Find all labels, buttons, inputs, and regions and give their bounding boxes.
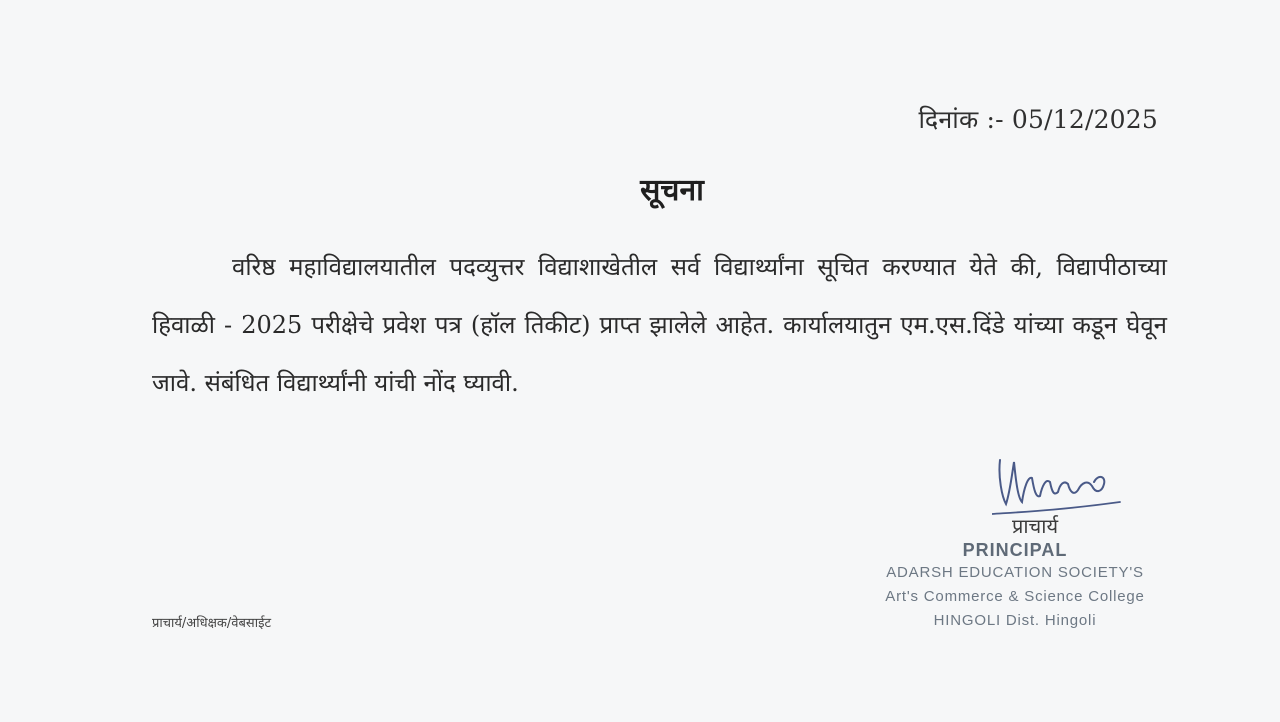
stamp-principal: PRINCIPAL [962,540,1068,560]
notice-date: दिनांक :- 05/12/2025 [918,105,1158,134]
stamp-college: Art's Commerce & Science College [885,588,1145,605]
principal-title-marathi: प्राचार्य [1012,514,1059,538]
distribution-note: प्राचार्य/अधिक्षक/वेबसाईट [152,616,272,631]
notice-heading: सूचना [640,173,704,208]
college-stamp [860,540,1170,633]
notice-body: वरिष्ठ महाविद्यालयातील पदव्युत्तर विद्याशाखेतील सर्व विद्यार्थ्यांना सूचित करण्यात येते की, विद्यापीठाच्या हिवाळी - 2025 परीक्षेचे प्रवेश पत्र (हॉल तिकीट) प्राप्त झालेले आहेत. कार्यालयातुन एम.एस.दिंडे यांच्या कडून घेवून जावे. संबंधित विद्यार्थ्यांनी यांची नोंद घ्यावी. [152,253,1167,397]
stamp-location: HINGOLI Dist. Hingoli [933,612,1097,629]
stamp-society: ADARSH EDUCATION SOCIETY'S [886,564,1144,581]
